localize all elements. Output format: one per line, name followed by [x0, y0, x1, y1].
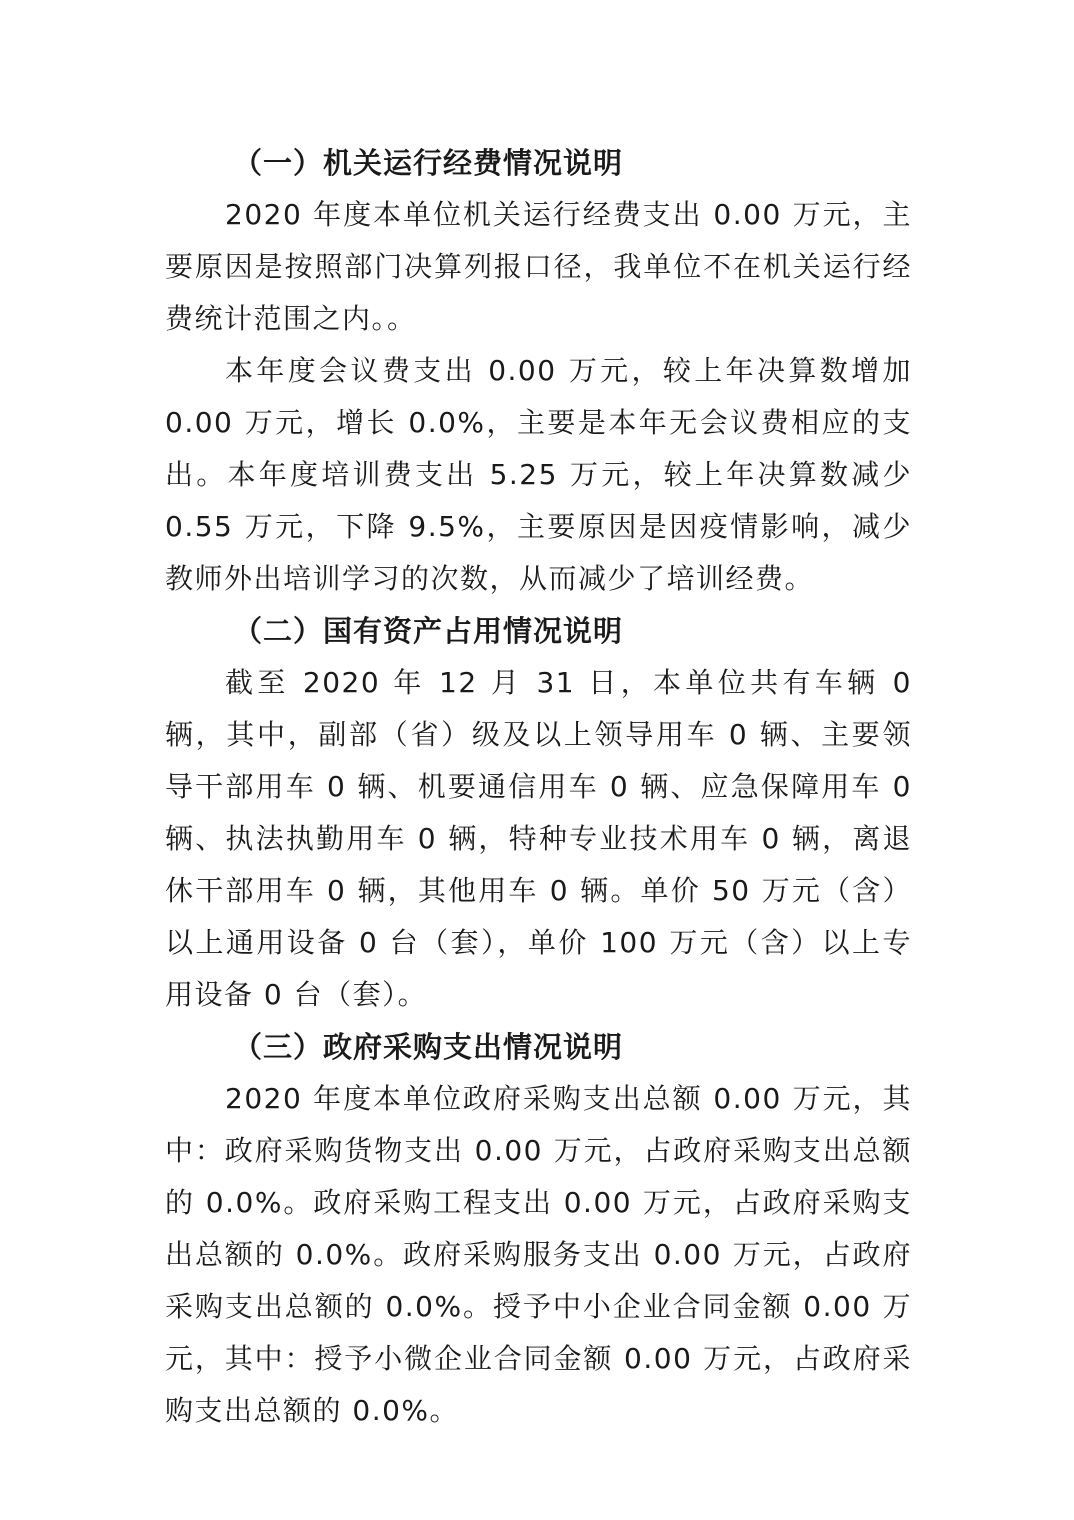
section-3-paragraph-1: 2020 年度本单位政府采购支出总额 0.00 万元，其中：政府采购货物支出 0.00 万元，占政府采购支出总额的 0.0%。政府采购工程支出 0.00 万元，占政府采购支出总额的 0.0%。政府采购服务支出 0.00 万元，占政府采购支出总额的 0.0%。授予中小企业合同金额 0.00 万元，其中：授予小微企业合同金额 0.00 万元，占政府采购支出总额的 0.0%。	[165, 1082, 912, 1427]
section-heading-1: （一）机关运行经费情况说明	[233, 146, 624, 180]
section-heading-2: （二）国有资产占用情况说明	[233, 614, 624, 648]
section-2-paragraph-1: 截至 2020 年 12 月 31 日，本单位共有车辆 0 辆，其中，副部（省）级及以上领导用车 0 辆、主要领导干部用车 0 辆、机要通信用车 0 辆、应急保障用车 0 辆、执法执勤用车 0 辆，特种专业技术用车 0 辆，离退休干部用车 0 辆，其他用车 0 辆。单价 50 万元（含）以上通用设备 0 台（套），单价 100 万元（含）以上专用设备 0 台（套）。	[165, 666, 912, 1011]
section-1-paragraph-2: 本年度会议费支出 0.00 万元，较上年决算数增加 0.00 万元，增长 0.0%，主要是本年无会议费相应的支出。本年度培训费支出 5.25 万元，较上年决算数减少 0.55 万元，下降 9.5%，主要原因是因疫情影响，减少教师外出培训学习的次数，从而减少了培训经费。	[165, 354, 912, 595]
section-heading-3: （三）政府采购支出情况说明	[233, 1030, 624, 1064]
section-1-paragraph-1: 2020 年度本单位机关运行经费支出 0.00 万元，主要原因是按照部门决算列报口径，我单位不在机关运行经费统计范围之内。。	[165, 198, 912, 335]
document-body	[165, 137, 912, 1437]
